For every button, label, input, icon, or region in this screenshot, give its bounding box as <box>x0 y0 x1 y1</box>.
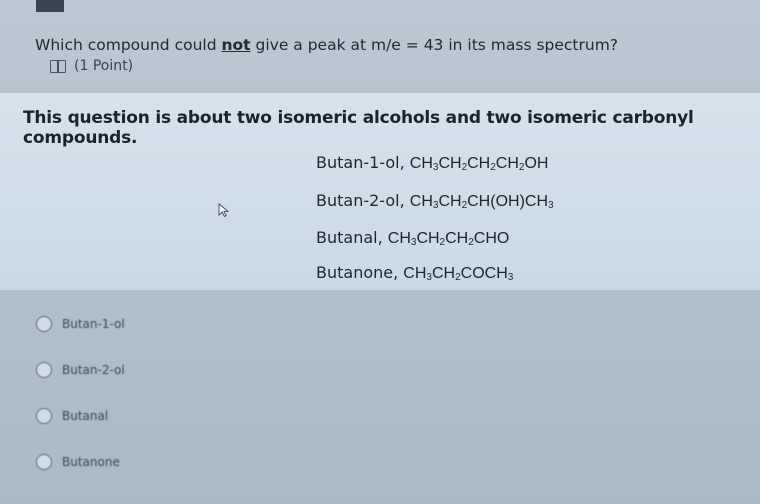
compound-formula: $CH_3CH_2COCH_3$ <box>403 265 514 283</box>
question-text <box>35 36 740 54</box>
option-label: Butanone <box>62 455 120 469</box>
points-label: (1 Point) <box>74 58 134 74</box>
info-intro: This question is about two isomeric alcohols and two isomeric carbonyl compounds. <box>23 108 694 148</box>
compound-line <box>316 263 513 283</box>
compound-name: Butanone, <box>316 263 399 282</box>
points-row <box>50 58 133 74</box>
question-prefix: Which compound could <box>35 36 222 54</box>
compound-formula: $CH_3CH_2CH_2CH_2OH$ <box>409 155 549 173</box>
immersive-reader-icon[interactable] <box>50 60 66 73</box>
compound-formula: $CH_3CH_2CH_2CHO$ <box>387 230 510 248</box>
compound-line <box>316 191 554 211</box>
mouse-cursor-icon <box>218 203 230 217</box>
top-bar-marker <box>36 0 64 12</box>
compound-name: Butanal, <box>316 228 383 247</box>
answer-option[interactable] <box>36 362 125 378</box>
compound-line <box>316 153 548 173</box>
compound-formula: $CH_3CH_2CH(OH)CH_3$ <box>409 193 554 211</box>
compound-line <box>316 228 509 248</box>
radio-button[interactable] <box>36 408 52 424</box>
question-suffix: give a peak at m/e = 43 in its mass spectrum? <box>250 36 619 54</box>
option-label: Butan-2-ol <box>62 363 125 377</box>
answer-option[interactable] <box>36 408 108 424</box>
option-label: Butan-1-ol <box>62 317 125 331</box>
question-emphasis: not <box>221 36 251 54</box>
compound-name: Butan-1-ol, <box>316 153 405 172</box>
option-label: Butanal <box>62 409 109 423</box>
radio-button[interactable] <box>36 454 52 470</box>
answer-option[interactable] <box>36 316 125 332</box>
radio-button[interactable] <box>36 362 52 378</box>
radio-button[interactable] <box>36 316 52 332</box>
compound-name: Butan-2-ol, <box>316 191 405 210</box>
answer-option[interactable] <box>36 454 120 470</box>
